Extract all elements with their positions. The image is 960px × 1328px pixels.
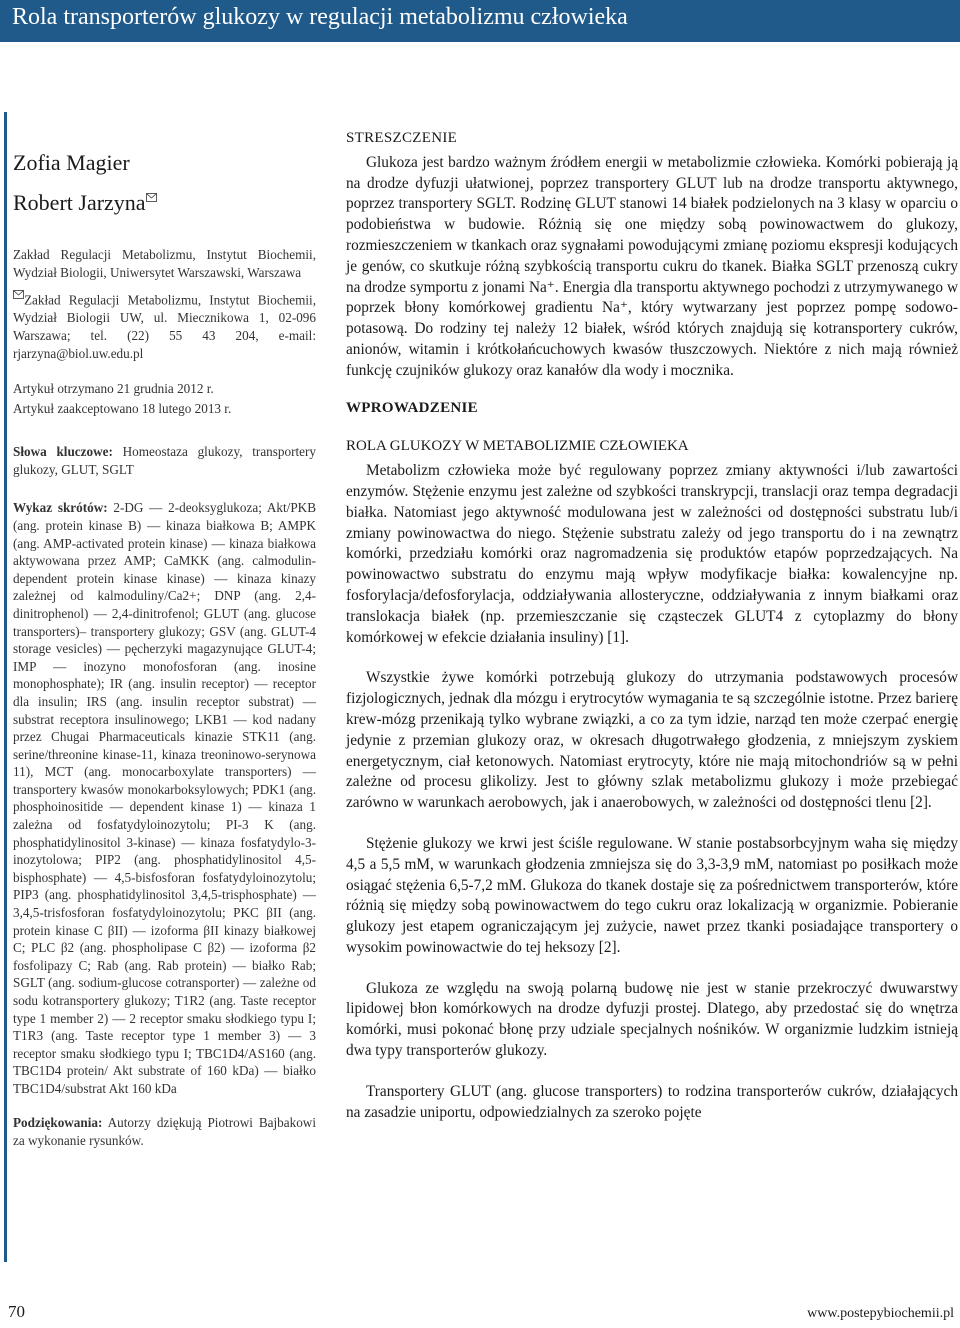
abstract-text: Glukoza jest bardzo ważnym źródłem energii w metabolizmie człowieka. Komórki pobierają ją na drodze dyfuzji ułatwionej, poprzez transportery GLUT lub na drodze transportu aktywnego, poprzez transportery SGLT. Rodzinę GLUT stanowi 14 białek podzielonych na 3 klasy w oparciu o podobieństwa w budowie. Różnią się one między sobą powinowactwem do glukozy, rozmieszczeniem w tkankach oraz sygnałami powodującymi zmianę poziomu ekspresji kodujących je genów, co skutkuje różną szybkością transportu cukru do tkanek. Białka SGLT przenoszą cukry na drodze symportu z jonami Na⁺. Energia dla transportu aktywnego pochodzi z utrzymywanego w poprzek błony komórkowej gradientu Na⁺, który wytwarzany jest poprzez pompę sodowo-potasową. Do rodziny tej należy 12 białek, wśród których znajdują się kotransportery cukrów, anionów, witamin i krótkołańcuchowych kwasów tłuszczowych. Niektóre z nich mają również funkcję czujników glukozy oraz kanałów dla wody i mocznika. — [346, 153, 958, 379]
keywords-text: Homeostaza glukozy, transportery glukozy, GLUT, SGLT — [13, 444, 316, 478]
body-paragraph: Stężenie glukozy we krwi jest ściśle regulowane. W stanie postabsorbcyjnym waha się między 4,5 a 5,5 mM, w warunkach głodzenia zmniejsza się do 3,3-3,9 mM, natomiast po posiłkach może osiągać stężenia 6,5-7,2 mM. Glukoza do tkanek dostaje się za pośrednictwem transporterów, które różnią się między sobą powinowactwem do tego cukru oraz lokalizacją w organizmie. Pobieranie glukozy jest etapem ograniczającym jej zużycie, nawet przez tkanki posiadające transportery o wysokim powinowactwie do tej heksozy [2]. — [346, 834, 958, 956]
introduction-heading: WPROWADZENIE — [346, 399, 478, 416]
article-sidebar — [13, 150, 316, 1150]
corresponding-affiliation — [13, 290, 316, 363]
article-running-title: Rola transporterów glukozy w regulacji metabolizmu człowieka — [12, 4, 628, 30]
body-paragraph: Transportery GLUT (ang. glucose transporters) to rodzina transporterów cukrów, działających na zasadzie uniportu, odpowiedzialnych za szeroko pojęte — [346, 1082, 958, 1121]
left-column-rule — [4, 112, 7, 1262]
body-paragraph: Glukoza ze względu na swoją polarną budowę nie jest w stanie przekroczyć dwuwarstwy lipidowej błon komórkowych na drodze dyfuzji prostej. Dlatego, aby przedostać się do wnętrza komórki, musi pokonać błonę przy udziale specjalnych nośników. W organizmie ludzkim istnieją dwa typy transporterów glukozy. — [346, 979, 958, 1060]
author-name: Robert Jarzyna — [13, 190, 146, 215]
acknowledgements-text: Autorzy dziękują Piotrowi Bajbakowi za wykonanie rysunków. — [13, 1114, 316, 1148]
envelope-icon — [13, 292, 24, 307]
journal-url[interactable]: www.postepybiochemii.pl — [807, 1306, 954, 1321]
keywords-label: Słowa kluczowe: — [13, 444, 113, 460]
abbreviations-label: Wykaz skrótów: — [13, 500, 108, 516]
article-body — [346, 128, 958, 1123]
abbreviations — [13, 499, 316, 1097]
abbreviations-text: 2-DG — 2-deoksyglukoza; Akt/PKB (ang. protein kinase B) — kinaza białkowa B; AMPK (ang. AMP-activated protein kinase) — kinaza białkowa aktywowana przez AMP; CaMKK (ang. calmodulin-dependent protein kinase kinase) — kinaza kinazy zależnej od kalmoduliny/Ca2+; DNP (ang. 2,4-dinitrophenol) — 2,4-dinitrofenol; GLUT (ang. glucose transporters)– transportery glukozy; GSV (ang. GLUT-4 storage vesicles) — pęcherzyki magazynujące GLUT-4; IMP — inozyno monofosforan (ang. inosine monophosphate); IR (ang. insulin receptor) — receptor dla insulin; IRS (ang. insulin receptor substrat) — substrat receptora insulinowego; LKB1 — kod nadany przez Chugai Pharmaceuticals kinazie STK11 (ang. serine/threonine kinase-11, kinaza treoninowo-serynowa 11), MCT (ang. monocarboxylate transporters) — transportery kwasów monokarboksylowych; PDK1 (ang. phosphoinositide — dependent kinase 1) — kinaza 1 zależna od fosfatydyloinozytolu; PI-3 K (ang. phosphatidylinositol 3-kinase) — kinaza fosfatydylo-3-inozytolowa; PIP2 (ang. phosphatidylinositol 4,5-bisphosphate) — 4,5-bisfosforan fosfatydyloinozytolu; PIP3 (ang. phosphatidylinositol 3,4,5-trisphosphate) — 3,4,5-trisfosforan fosfatydyloinozytolu; PKC βII (ang. protein kinase C βII) — izoforma βII kinazy białkowej C; PLC β2 (ang. phospholipase C β2) — izoforma β2 fosfolipazy C; Rab (ang. Rab protein) — białko Rab; SGLT (ang. sodium-glucose cotransporter) — zależne od sodu kotransportery glukozy; T1R2 (ang. Taste receptor type 1 member 2) — 2 receptor smaku słodkiego typu I; T1R3 (ang. Taste receptor type 1 member 3) — 3 receptor smaku słodkiego typu I; TBC1D4/AS160 (ang. TBC1D4 protein/ Akt substrate of 160 kDa) — białko TBC1D4/substrat Akt 160 kDa — [13, 500, 316, 1096]
acknowledgements-label: Podziękowania: — [13, 1114, 103, 1130]
corresponding-author — [13, 190, 316, 216]
body-paragraph: Wszystkie żywe komórki potrzebują glukozy do utrzymania podstawowych procesów fizjologicznych, jednak dla mózgu i erytrocytów wymagania te są szczególnie istotne. Przez barierę krew-mózg przenikają tylko wybrane związki, a co za tym idzie, narząd ten może czerpać energię jedynie z przemian glukozy oraz, w okresach długotrwałego głodzenia, z mniejszym zyskiem energetycznym, ciał ketonowych. Natomiast erytrocyty, które nie mają mitochondriów są w pełni zależne od procesu glikolizy. Jest to główny szlak metabolizmu glukozy i może przebiegać zarówno w warunkach aerobowych, jak i anaerobowych, w zależności od dostępności tlenu [2]. — [346, 669, 958, 812]
acknowledgements — [13, 1114, 316, 1150]
received-date: Artykuł otrzymano 21 grudnia 2012 r. — [13, 381, 214, 397]
subsection-heading: ROLA GLUKOZY W METABOLIZMIE CZŁOWIEKA — [346, 438, 689, 455]
accepted-date: Artykuł zaakceptowano 18 lutego 2013 r. — [13, 401, 232, 417]
article-dates — [13, 379, 316, 419]
author-name: Zofia Magier — [13, 150, 130, 175]
affiliation-text: Zakład Regulacji Metabolizmu, Instytut Biochemii, Wydział Biologii UW, ul. Miecznikowa 1, 02-096 Warszawa; tel. (22) 55 43 204, e-mail: rjarzyna@biol.uw.edu.pl — [13, 292, 316, 362]
affiliation: Zakład Regulacji Metabolizmu, Instytut Biochemii, Wydział Biologii, Uniwersytet Warszawski, Warszawa — [13, 247, 316, 280]
journal-header-bar — [0, 0, 960, 42]
body-paragraph: Metabolizm człowieka może być regulowany poprzez zmiany aktywności i/lub zawartości enzymów. Stężenie enzymu jest zależne od szybkości transkrypcji, translacji oraz tempa degradacji białka. Natomiast jego aktywność modulowana jest w zależności od dostępności substratu lub/i zmiany powinowactwa do niego. Stężenie substratu zależy od jego transportu do i na zewnątrz komórki, przedziału komórki oraz nagromadzenia się produktów etapów poprzedzających. Na powinowactwo substratu do enzymu mają wpływ modyfikacje białka: kowalencyjne np. fosforylacja/defosforylacja, oddziaływania allosteryczne, oddziaływania z innym białkami oraz translokacja białek (np. przemieszczanie się cząsteczek GLUT4 z cytoplazmy do błony komórkowej w efekcie działania insuliny) [1]. — [346, 462, 958, 646]
keywords — [13, 443, 316, 479]
envelope-icon — [146, 190, 157, 215]
page-number: 70 — [8, 1302, 25, 1321]
abstract-heading: STRESZCZENIE — [346, 130, 458, 146]
